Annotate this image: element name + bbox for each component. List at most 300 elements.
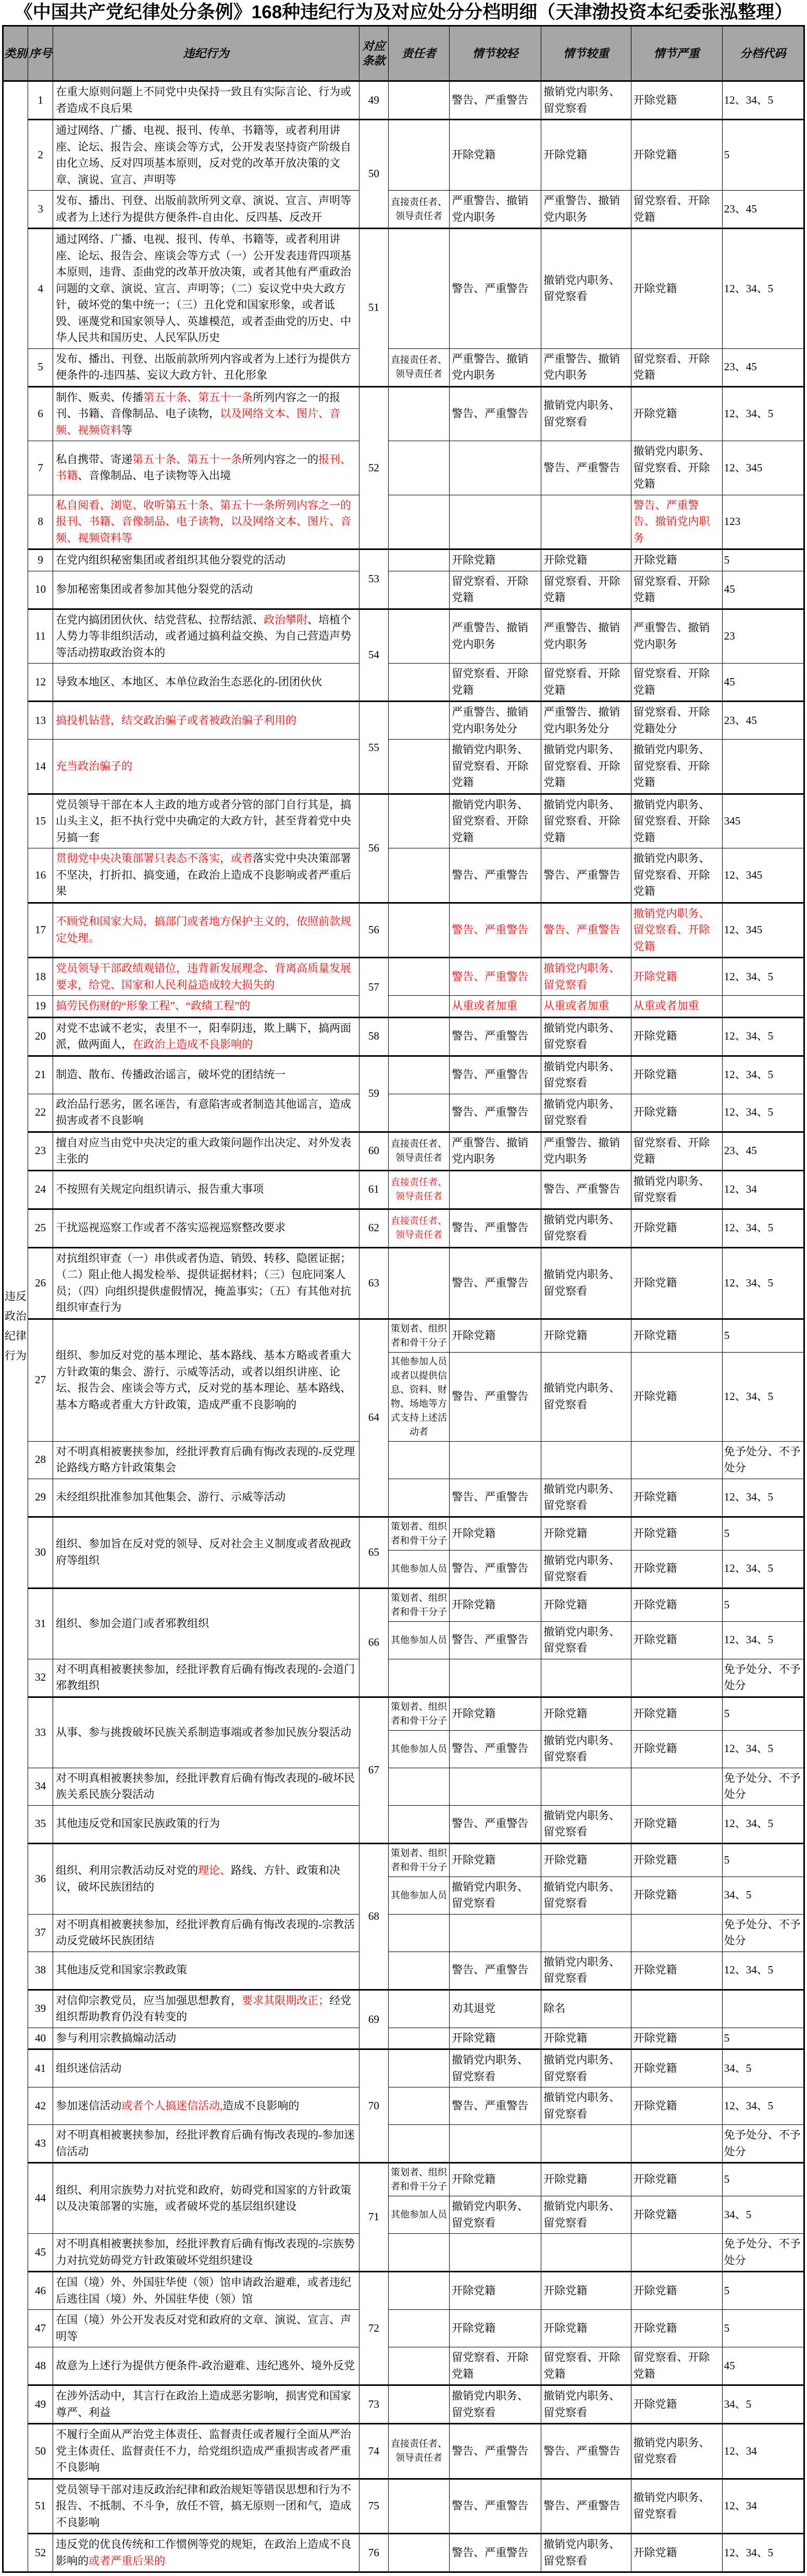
punishment-cell: [631, 1094, 722, 1132]
code-cell: [722, 191, 804, 229]
cell-text: 直接责任者、领导责任者: [391, 196, 447, 221]
cell-text: 23、45: [724, 202, 757, 215]
cell-text: 开除党籍: [633, 1889, 677, 1902]
cell-text: 撤销党内职务、留党察看、开除党籍: [633, 445, 710, 490]
row-number-cell: [28, 2424, 53, 2479]
cell-text: 撤销党内职务、留党察看、开除党籍: [452, 798, 529, 844]
cell-text: 党员领导干部在本人主政的地方或者分管的部门自行其是，搞山头主义，拒不执行党中央确定的大政方针，甚至背着党中央另搞一套: [56, 798, 352, 844]
code-cell: [722, 2424, 804, 2479]
cell-text: 5: [724, 1707, 730, 1720]
cell-text: 警告、严重警告: [543, 461, 620, 474]
cell-text: 开除党籍: [633, 1068, 677, 1081]
cell-text: 留党察看、开除党籍: [633, 194, 710, 223]
cell-text: 留党察看、开除党籍处分: [633, 706, 710, 735]
article-cell: [359, 2424, 388, 2479]
responsible-cell: [388, 1952, 449, 1990]
punishment-cell: [631, 1768, 722, 1805]
punishment-cell: [450, 848, 541, 903]
row-number-cell: [28, 2272, 53, 2310]
cell-text: 其他违反党和国家民族政策的行为: [56, 1817, 220, 1830]
cell-text: 5: [724, 1853, 730, 1866]
punishment-cell: [450, 348, 541, 386]
behavior-cell: [53, 996, 359, 1018]
code-cell: [722, 2234, 804, 2272]
cell-text: 72: [368, 2321, 379, 2334]
punishment-cell: [450, 120, 541, 191]
table-row: [3, 2028, 804, 2049]
cell-text: 撤销党内职务、留党察看: [543, 2091, 620, 2120]
cell-text: 不履行全面从严治党主体责任、监督责任或者履行全面从严治党主体责任、监督责任不力，给党组织造成严重损害或者严重不良影响: [56, 2428, 352, 2473]
table-row: [3, 1805, 804, 1843]
punishment-cell: [450, 1247, 541, 1319]
behavior-cell: [53, 1247, 359, 1319]
article-cell: [359, 2479, 388, 2534]
code-cell: [722, 1621, 804, 1659]
cell-text: 5: [724, 1598, 730, 1611]
cell-text: 在国（境）外、外国驻华使（领）馆申请政治避难，或者违纪后逃往国（境）外、外国驻华使（领）馆: [56, 2276, 352, 2305]
row-number-cell: [28, 1132, 53, 1170]
cell-text: 开除党籍: [633, 2173, 677, 2186]
punishment-cell: [631, 229, 722, 349]
text-segment: 或者严重后果的: [89, 2554, 166, 2567]
article-cell: [359, 1843, 388, 1990]
table-row: [3, 2049, 804, 2087]
cell-text: 对不明真相被裹挟参加，经批评教育后确有悔改表现的-宗族势力对抗党妨碍党方针政策破坏党组织建设: [56, 2237, 355, 2267]
code-cell: [722, 386, 804, 441]
responsible-cell: [388, 702, 449, 740]
punishment-cell: [631, 1132, 722, 1170]
punishment-cell: [450, 1319, 541, 1352]
behavior-cell: [53, 81, 359, 120]
behavior-cell: [53, 664, 359, 702]
punishment-cell: [541, 386, 631, 441]
responsible-cell: [388, 229, 449, 349]
cell-text: 严重警告、撤销党内职务: [543, 352, 620, 381]
behavior-cell: [53, 2272, 359, 2310]
cell-text: 34、5: [724, 2061, 752, 2074]
cell-text: 45: [724, 2359, 735, 2372]
code-cell: [722, 1952, 804, 1990]
responsible-cell: [388, 1990, 449, 2028]
behavior-cell: [53, 1697, 359, 1768]
table-row: [3, 794, 804, 848]
cell-text: 参加秘密集团或者参加其他分裂党的活动: [56, 583, 253, 596]
behavior-cell: [53, 348, 359, 386]
cell-text: 不按照有关规定向组织请示、报告重大事项: [56, 1183, 264, 1196]
cell-text: 撤销党内职务、留党察看: [543, 1880, 620, 1909]
cell-text: 警告、严重警告: [452, 1068, 529, 1081]
cell-text: 30: [35, 1545, 46, 1558]
column-header-1: 序号: [28, 26, 53, 81]
cell-text: 47: [35, 2321, 46, 2334]
punishment-cell: [541, 1319, 631, 1352]
responsible-cell: [388, 2534, 449, 2572]
responsible-cell: [388, 2272, 449, 2310]
row-number-cell: [28, 2125, 53, 2163]
table-row: [3, 571, 804, 609]
responsible-cell: [388, 903, 449, 958]
behavior-cell: [53, 1170, 359, 1209]
cell-text: 23: [35, 1144, 46, 1157]
article-cell: [359, 1170, 388, 1209]
behavior-cell: [53, 1441, 359, 1479]
cell-text: 50: [35, 2444, 46, 2457]
cell-text: 警告、严重警告: [452, 1562, 529, 1575]
table-row: [3, 348, 804, 386]
punishment-cell: [631, 495, 722, 549]
cell-text: 撤销党内职务、留党察看、开除党籍: [633, 798, 710, 844]
cell-text: 撤销党内职务、留党察看: [452, 1880, 529, 1909]
cell-text: 直接责任者、领导责任者: [391, 1139, 447, 1163]
behavior-cell: [53, 1094, 359, 1132]
behavior-cell: [53, 229, 359, 349]
article-cell: [359, 386, 388, 549]
punishment-cell: [541, 664, 631, 702]
text-segment: 政治攀附: [264, 613, 308, 626]
cell-text: 5: [724, 2173, 730, 2186]
cell-text: 开除党籍: [633, 1562, 677, 1575]
cell-text: 对不明真相被裹挟参加，经批评教育后确有悔改表现的-会道门邪教组织: [56, 1662, 355, 1692]
code-cell: [722, 2385, 804, 2424]
cell-text: 撤销党内职务、留党察看: [543, 2390, 620, 2419]
cell-text: 除名: [543, 2002, 566, 2015]
cell-text: 组织、参加会道门或者邪教组织: [56, 1617, 209, 1630]
cell-text: 撤销党内职务、留党察看、开除党籍: [543, 743, 620, 789]
punishment-cell: [450, 1170, 541, 1209]
code-cell: [722, 2196, 804, 2234]
punishment-cell: [631, 1697, 722, 1730]
cell-text: 7: [38, 461, 43, 474]
behavior-cell: [53, 1914, 359, 1952]
cell-text: 12、34: [724, 2444, 757, 2457]
punishment-cell: [541, 2028, 631, 2049]
punishment-cell: [450, 2163, 541, 2196]
punishment-cell: [631, 1352, 722, 1441]
punishment-cell: [450, 996, 541, 1018]
table-row: [3, 740, 804, 794]
punishment-cell: [541, 1479, 631, 1517]
behavior-cell: [53, 441, 359, 495]
cell-text: 69: [368, 2012, 379, 2025]
cell-text: 撤销党内职务、留党察看: [452, 2200, 529, 2229]
punishment-cell: [541, 549, 631, 571]
row-number-cell: [28, 120, 53, 191]
behavior-cell: [53, 2163, 359, 2234]
cell-text: 警告、严重警告: [452, 1390, 529, 1403]
text-segment: 路线、方针、政策和决议，破坏民族团结的: [56, 1864, 341, 1893]
row-number-cell: [28, 386, 53, 441]
cell-text: 开除党籍: [633, 407, 677, 420]
cell-text: 开除党籍: [633, 1707, 677, 1720]
code-cell: [722, 1352, 804, 1441]
code-cell: [722, 1659, 804, 1697]
cell-text: 留党察看、开除党籍: [543, 667, 620, 696]
table-row: [3, 191, 804, 229]
cell-text: 5: [724, 2284, 730, 2297]
cell-text: 私自阅看、浏览、收听第五十条、第五十一条所列内容之一的报刊、书籍、音像制品、电子读物，以及网络文本、图片、音频、视频资料等: [56, 498, 352, 544]
cell-text: 12、34、5: [724, 2099, 774, 2112]
article-cell: [359, 1990, 388, 2049]
cell-text: 51: [35, 2499, 46, 2512]
cell-text: 从重或者加重: [452, 999, 518, 1012]
punishment-cell: [450, 1990, 541, 2028]
responsible-cell: [388, 549, 449, 571]
table-row: [3, 441, 804, 495]
code-cell: [722, 120, 804, 191]
article-cell: [359, 702, 388, 794]
cell-text: 直接责任者、领导责任者: [391, 1216, 447, 1240]
cell-text: 警告、严重警告: [543, 2499, 620, 2512]
cell-text: 45: [35, 2245, 46, 2258]
table-row: [3, 120, 804, 191]
punishment-cell: [631, 903, 722, 958]
punishment-cell: [450, 1914, 541, 1952]
code-cell: [722, 848, 804, 903]
table-row: [3, 1209, 804, 1247]
cell-text: 撤销党内职务、留党察看: [543, 1625, 620, 1654]
cell-text: 开除党籍: [633, 282, 677, 295]
cell-text: 撤销党内职务、留党察看: [543, 1021, 620, 1051]
text-segment: 以及网络文本、图片、音频、视频资料: [56, 407, 341, 436]
punishment-cell: [541, 2385, 631, 2424]
text-segment: 造成不良影响的: [222, 2099, 300, 2112]
punishment-cell: [541, 1805, 631, 1843]
behavior-cell: [53, 1768, 359, 1805]
behavior-cell: [53, 2479, 359, 2534]
cell-text: 8: [38, 515, 43, 528]
table-row: [3, 848, 804, 903]
cell-text: 免予处分、不予处分: [724, 2237, 801, 2267]
cell-text: 撤销党内职务、留党察看: [543, 1955, 620, 1984]
cell-text: 5: [724, 1329, 730, 1342]
row-number-cell: [28, 549, 53, 571]
punishment-cell: [541, 2479, 631, 2534]
cell-text: 43: [35, 2136, 46, 2149]
cell-text: 开除党籍: [452, 1527, 496, 1540]
cell-text: 警告、严重警告: [452, 1221, 529, 1234]
cell-text: 23、45: [724, 1144, 757, 1157]
punishment-cell: [541, 120, 631, 191]
behavior-cell: [53, 903, 359, 958]
responsible-cell: [388, 495, 449, 549]
cell-text: 其他参加人员: [391, 2209, 447, 2220]
punishment-cell: [631, 120, 722, 191]
cell-text: 12、34、5: [724, 1390, 774, 1403]
punishment-cell: [541, 1517, 631, 1550]
article-cell: [359, 120, 388, 229]
cell-text: 策划者、组织者和骨干分子: [391, 2167, 447, 2192]
cell-text: 12、345: [724, 461, 763, 474]
punishment-cell: [450, 2310, 541, 2347]
behavior-cell: [53, 2347, 359, 2385]
row-number-cell: [28, 740, 53, 794]
cell-text: 开除党籍: [543, 2284, 588, 2297]
cell-text: 55: [368, 741, 379, 754]
row-number-cell: [28, 903, 53, 958]
cell-text: 通过网络、广播、电视、报刊、传单、书籍等，或者利用讲座、论坛、报告会、座谈会等方式（一）公开发表违背四项基本原则，违背、歪曲党的改革开放决策，或者其他有严重政治问题的文章、演说、宣言、声明等；（二）妄议党中央大政方针，破坏党的集中统一；（三）丑化党和国家形象，或者诋毁、诬蔑党和国家领导人、英雄模范，或者歪曲党的历史、中华人民共和国历史、人民军队历史: [56, 233, 352, 344]
row-number-cell: [28, 2534, 53, 2572]
punishment-cell: [541, 81, 631, 120]
cell-text: 撤销党内职务、留党察看: [543, 2054, 620, 2083]
text-segment: 在政治上造成不良影响的: [132, 1038, 253, 1051]
behavior-cell: [53, 2310, 359, 2347]
table-row: [3, 1056, 804, 1094]
cell-text: 开除党籍: [633, 1390, 677, 1403]
behavior-cell: [53, 2385, 359, 2424]
cell-text: 46: [35, 2284, 46, 2297]
punishment-cell: [631, 609, 722, 664]
cell-text: 23: [724, 630, 735, 642]
cell-text: 开除党籍: [452, 2031, 496, 2044]
cell-text: 劝其退党: [452, 2002, 496, 2015]
punishment-cell: [541, 1094, 631, 1132]
table-row: [3, 2534, 804, 2572]
cell-text: 未经组织批准参加其他集会、游行、示威等活动: [56, 1491, 286, 1504]
responsible-cell: [388, 958, 449, 996]
cell-text: 撤销党内职务、留党察看: [543, 399, 620, 428]
punishment-cell: [450, 740, 541, 794]
cell-text: 开除党籍: [543, 1329, 588, 1342]
table-row: [3, 664, 804, 702]
row-number-cell: [28, 958, 53, 996]
code-cell: [722, 2087, 804, 2125]
cell-text: 撤销党内职务、留党察看: [543, 273, 620, 303]
row-number-cell: [28, 1659, 53, 1697]
cell-text: 警告、严重警告: [452, 2099, 529, 2112]
responsible-cell: [388, 2125, 449, 2163]
punishment-cell: [450, 441, 541, 495]
punishment-cell: [450, 2028, 541, 2049]
responsible-cell: [388, 1697, 449, 1730]
punishment-cell: [450, 1843, 541, 1877]
code-cell: [722, 1209, 804, 1247]
behavior-cell: [53, 2424, 359, 2479]
cell-text: 5: [724, 2031, 730, 2044]
cell-text: 不顾党和国家大局，搞部门或者地方保护主义的，依照前款规定处理。: [56, 915, 352, 944]
cell-text: 开除党籍: [452, 148, 496, 161]
punishment-cell: [541, 1843, 631, 1877]
code-cell: [722, 1132, 804, 1170]
punishment-cell: [631, 1952, 722, 1990]
cell-text: 撤销党内职务、留党察看、开除党籍: [633, 907, 710, 953]
article-cell: [359, 1247, 388, 1319]
code-cell: [722, 1588, 804, 1621]
cell-text: 撤销党内职务、留党察看: [543, 1213, 620, 1242]
punishment-cell: [541, 1056, 631, 1094]
table-row: [3, 386, 804, 441]
cell-text: 62: [368, 1221, 379, 1234]
cell-text: 12、34、5: [724, 1068, 774, 1081]
row-number-cell: [28, 2234, 53, 2272]
article-cell: [359, 2272, 388, 2385]
punishment-cell: [541, 1017, 631, 1056]
cell-text: 5: [38, 360, 43, 373]
cell-text: 其他参加人员: [391, 1743, 447, 1754]
punishment-cell: [450, 1517, 541, 1550]
table-row: [3, 1132, 804, 1170]
article-cell: [359, 2534, 388, 2572]
punishment-cell: [450, 229, 541, 349]
punishment-cell: [631, 1479, 722, 1517]
cell-text: 警告、严重警告: [452, 1276, 529, 1289]
punishment-cell: [631, 2385, 722, 2424]
punishment-cell: [450, 2424, 541, 2479]
cell-text: 撤销党内职务、留党察看: [452, 2390, 529, 2419]
punishment-cell: [450, 794, 541, 848]
code-cell: [722, 1990, 804, 2028]
cell-text: 39: [35, 2002, 46, 2015]
responsible-cell: [388, 2234, 449, 2272]
cell-text: 撤销党内职务、留党察看: [543, 1268, 620, 1297]
responsible-cell: [388, 1517, 449, 1550]
punishment-cell: [631, 348, 722, 386]
punishment-cell: [541, 1659, 631, 1697]
punishment-cell: [631, 1914, 722, 1952]
responsible-cell: [388, 1621, 449, 1659]
cell-text: 开除党籍: [452, 1329, 496, 1342]
cell-text: 31: [35, 1617, 46, 1630]
punishment-cell: [541, 1441, 631, 1479]
code-cell: [722, 740, 804, 794]
code-cell: [722, 903, 804, 958]
behavior-cell: [53, 1805, 359, 1843]
punishment-cell: [450, 1132, 541, 1170]
punishment-cell: [631, 2310, 722, 2347]
cell-text: 开除党籍: [633, 970, 677, 983]
cell-text: 撤销党内职务、留党察看: [543, 962, 620, 991]
punishment-cell: [541, 2087, 631, 2125]
punishment-cell: [541, 2163, 631, 2196]
responsible-cell: [388, 1768, 449, 1805]
punishment-cell: [631, 1805, 722, 1843]
article-cell: [359, 549, 388, 609]
punishment-cell: [541, 1588, 631, 1621]
text-segment: 组织、利用宗教活动反对党的: [56, 1864, 198, 1877]
responsible-cell: [388, 1588, 449, 1621]
row-number-cell: [28, 1588, 53, 1659]
punishment-cell: [541, 702, 631, 740]
cell-text: 12、34、5: [724, 1633, 774, 1646]
responsible-cell: [388, 794, 449, 848]
punishment-cell: [631, 2163, 722, 2196]
cell-text: 58: [368, 1030, 379, 1043]
code-cell: [722, 794, 804, 848]
cell-text: 开除党籍: [543, 1707, 588, 1720]
table-row: [3, 81, 804, 120]
table-row: [3, 2310, 804, 2347]
responsible-cell: [388, 386, 449, 441]
punishment-cell: [450, 1768, 541, 1805]
cell-text: 在涉外活动中，其言行在政治上造成恶劣影响，损害党和国家尊严、利益: [56, 2390, 352, 2419]
cell-text: 15: [35, 815, 46, 827]
cell-text: 64: [368, 1411, 379, 1424]
responsible-cell: [388, 1843, 449, 1877]
punishment-cell: [450, 1805, 541, 1843]
code-cell: [722, 1877, 804, 1914]
code-cell: [722, 1017, 804, 1056]
punishment-cell: [541, 229, 631, 349]
cell-text: 74: [368, 2444, 379, 2457]
code-cell: [722, 2310, 804, 2347]
punishment-cell: [450, 1094, 541, 1132]
punishment-cell: [541, 1550, 631, 1588]
cell-text: 49: [35, 2397, 46, 2410]
punishment-cell: [541, 348, 631, 386]
cell-text: 65: [368, 1545, 379, 1558]
header-row: [3, 26, 804, 81]
punishment-cell: [631, 549, 722, 571]
cell-text: 策划者、组织者和骨干分子: [391, 1592, 447, 1617]
